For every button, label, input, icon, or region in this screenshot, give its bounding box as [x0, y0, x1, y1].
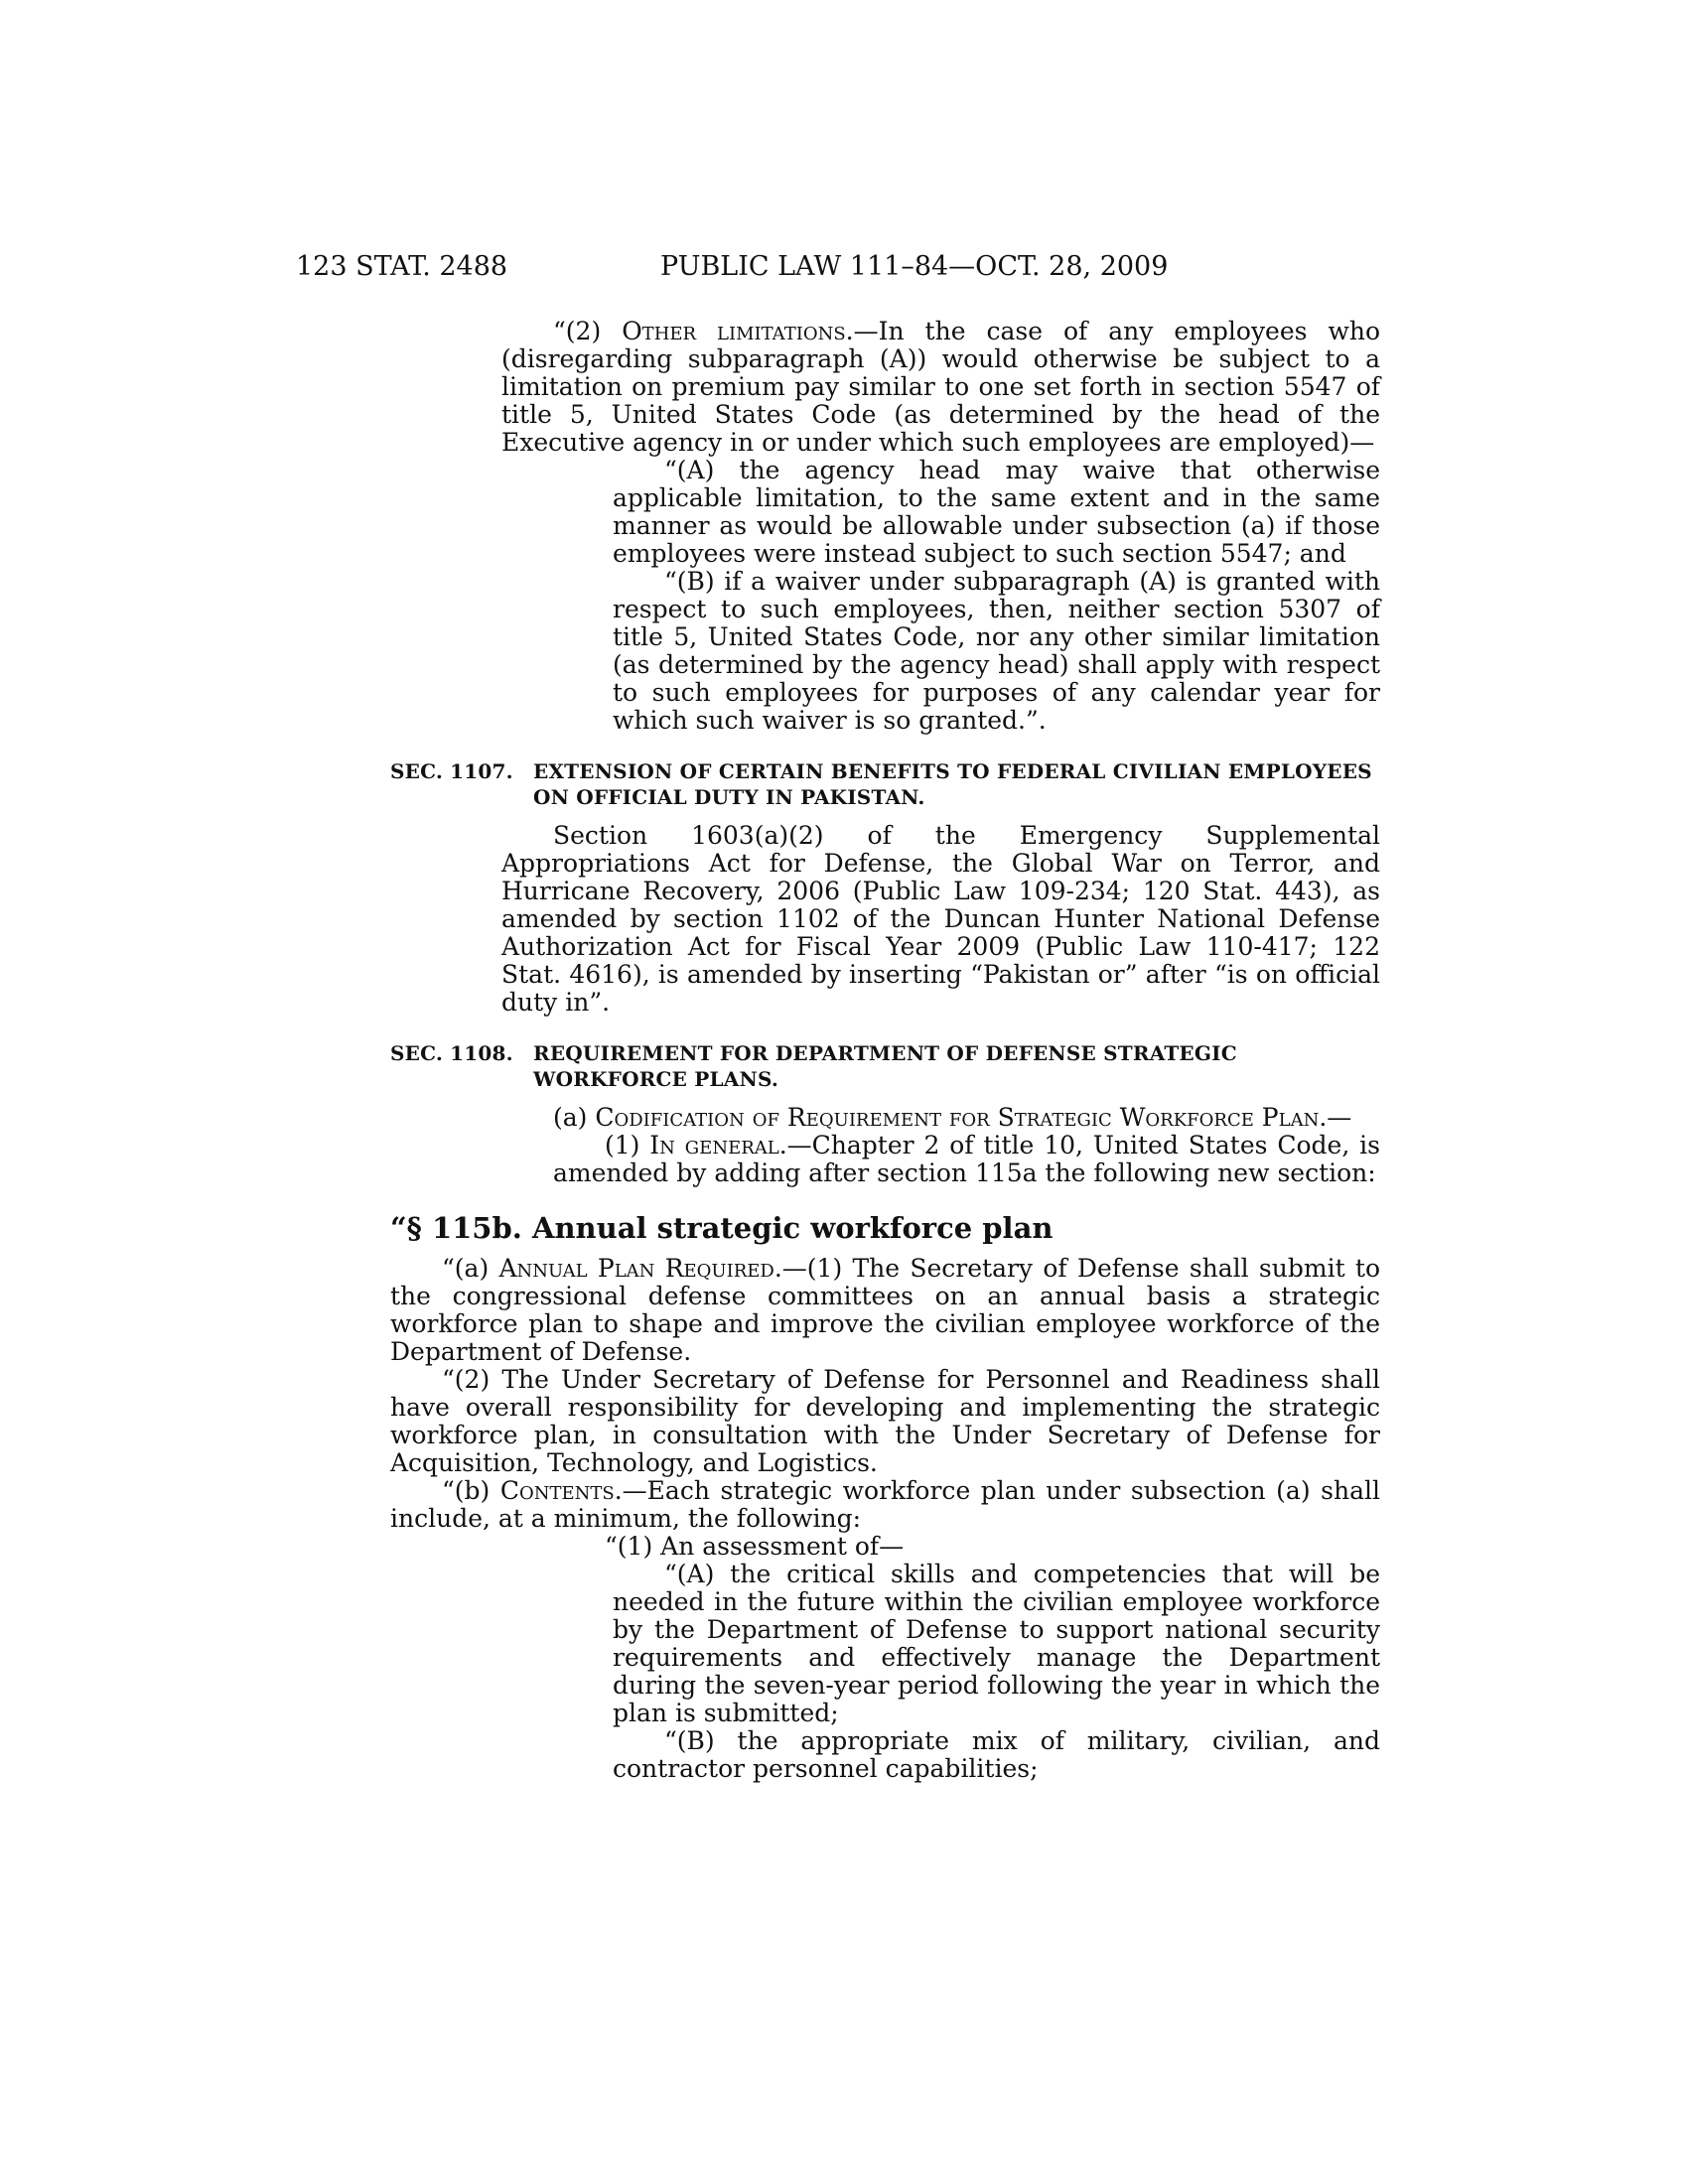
para-heading: Annual Plan Required [498, 1254, 774, 1283]
paragraph-other-limitations [501, 318, 1380, 457]
section-number: SEC. 1107. [390, 759, 513, 783]
code-paragraph-b-1: “(1) An assessment of— [605, 1532, 905, 1561]
para-prefix: “(a) [442, 1254, 499, 1283]
para-heading: In general [649, 1131, 779, 1160]
para-text: .—Each strategic workforce plan under subsection (a) shall include, at a minimum, the following: [390, 1476, 1380, 1533]
code-subparagraph-b-1-a: “(A) the critical skills and competencies that will be needed in the future within the civilian employee workforce by the Department of Defense to support national security requirements and effectively manage the Department during the seven-year period following the year in which the plan is submitted; [613, 1560, 1380, 1727]
para-prefix: “(b) [442, 1476, 500, 1505]
code-subsection-a-2: “(2) The Under Secretary of Defense for Personnel and Readiness shall have overall responsibility for developing and implementing the strategic workforce plan, in consultation with the Under Secretary of Defense for Acquisition, Technology, and Logistics. [390, 1365, 1380, 1477]
page-header [296, 250, 1378, 290]
para-text: .—Chapter 2 of title 10, United States Code, is amended by adding after section 115a the following new section: [553, 1131, 1380, 1187]
code-subsection-b [390, 1477, 1380, 1533]
para-prefix: “(2) [553, 317, 623, 345]
paragraph-1-in-general [553, 1132, 1380, 1187]
para-heading: Contents [499, 1476, 615, 1505]
para-prefix: (a) [553, 1103, 596, 1132]
code-section-heading: “§ 115b. Annual strategic workforce plan [390, 1211, 1054, 1245]
subparagraph-a: “(A) the agency head may waive that otherwise applicable limitation, to the same extent and in the same manner as would be allowable under subsection (a) if those employees were instead subject to such section 5547; and [613, 456, 1380, 568]
section-1107-text: Section 1603(a)(2) of the Emergency Supplemental Appropriations Act for Defense, the Global War on Terror, and Hurricane Recovery, 2006 (Public Law 109-234; 120 Stat. 443), as amended by section 1102 of the Duncan Hunter National Defense Authorization Act for Fiscal Year 2009 (Public Law 110-417; 122 Stat. 4616), is amended by inserting “Pakistan or” after “is on official duty in”. [501, 821, 1380, 1017]
section-1107-heading [390, 758, 1380, 810]
code-subsection-a [390, 1255, 1380, 1366]
document-body [390, 317, 1381, 1783]
para-text: .—(1) The Secretary of Defense shall submit to the congressional defense committees on an annual basis a strategic workforce plan to shape and improve the civilian employee workforce of the Department of Defense. [390, 1254, 1381, 1366]
statute-citation: 123 STAT. 2488 [296, 251, 508, 282]
section-1108-heading [390, 1040, 1380, 1092]
para-prefix: (1) [605, 1131, 650, 1160]
para-text: .—In the case of any employees who (disregarding subparagraph (A)) would otherwise be subject to a limitation on premium pay similar to one set forth in section 5547 of title 5, United States Code (as determined by the head of the Executive agency in or under which such employees are employed)— [501, 317, 1381, 457]
para-heading: Codification of Requirement for Strategic Workforce Plan [595, 1103, 1320, 1132]
subparagraph-b: “(B) if a waiver under subparagraph (A) is granted with respect to such employees, then, neither section 5307 of title 5, United States Code, nor any other similar limitation (as determined by the agency head) shall apply with respect to such employees for purposes of any calendar year for which such waiver is so granted.”. [613, 567, 1380, 735]
subsection-a-codification [501, 1104, 1380, 1132]
code-subparagraph-b-1-b: “(B) the appropriate mix of military, civilian, and contractor personnel capabilities; [613, 1726, 1380, 1783]
section-title: EXTENSION OF CERTAIN BENEFITS TO FEDERAL CIVILIAN EMPLOYEES ON OFFICIAL DUTY IN PAKISTAN. [533, 759, 1372, 809]
para-suffix: .— [1319, 1103, 1352, 1132]
section-number: SEC. 1108. [390, 1041, 513, 1065]
section-title: REQUIREMENT FOR DEPARTMENT OF DEFENSE STRATEGIC WORKFORCE PLANS. [533, 1041, 1237, 1091]
para-heading: Other limitations [622, 317, 846, 345]
public-law-citation: PUBLIC LAW 111–84—OCT. 28, 2009 [660, 251, 1169, 282]
